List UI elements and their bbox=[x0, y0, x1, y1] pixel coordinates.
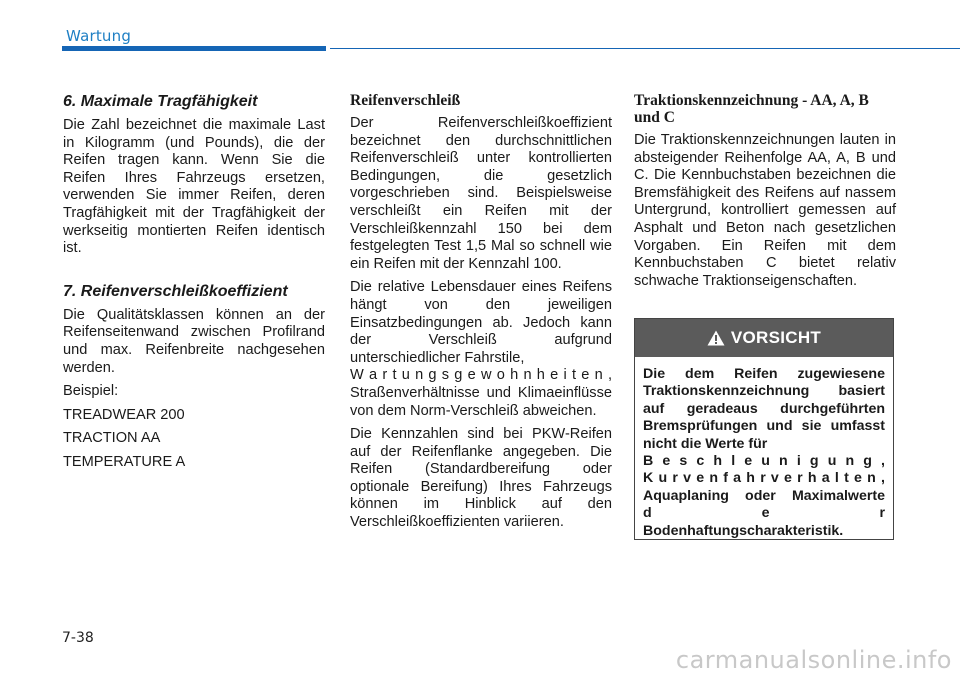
section-title: Wartung bbox=[66, 27, 132, 45]
header-rule bbox=[330, 48, 960, 49]
caution-text-a: Die dem Reifen zugewiesene Traktionskennzeichnung basiert auf geradeaus durchgeführten Bremsprüfungen und sie umfasst nicht die Werte für bbox=[643, 366, 885, 452]
warning-triangle-icon bbox=[707, 330, 725, 346]
caution-text bbox=[635, 357, 893, 540]
paragraph-tire-wear-2b: W a r t u n g s g e w o h n h e i t e n , bbox=[350, 367, 612, 384]
caution-text-c: K u r v e n f a h r v e r h a l t e n , bbox=[643, 470, 885, 487]
watermark: carmanualsonline.info bbox=[675, 646, 952, 674]
column-left bbox=[63, 92, 325, 478]
example-temperature: TEMPERATURE A bbox=[63, 453, 186, 470]
paragraph-tire-wear-2 bbox=[350, 279, 612, 367]
caution-text-b: B e s c h l e u n i g u n g , bbox=[643, 453, 885, 470]
column-right bbox=[634, 92, 896, 296]
heading-tire-wear: Reifenverschleiß bbox=[350, 92, 461, 109]
page-number: 7-38 bbox=[62, 630, 94, 646]
caution-header bbox=[635, 319, 893, 357]
paragraph-tire-wear-2a: Die relative Lebensdauer eines Reifens hängt von den jeweiligen Einsatzbedingungen ab. Jedoch kann der Verschleiß aufgrund unterschiedlicher Fahrstile, bbox=[350, 279, 612, 366]
example-label: Beispiel: bbox=[63, 383, 119, 400]
caution-title: VORSICHT bbox=[730, 328, 822, 347]
caution-text-d: Aquaplaning oder Maximalwerte bbox=[643, 487, 885, 504]
example-treadwear: TREADWEAR 200 bbox=[63, 406, 185, 423]
heading-traction: Traktionskennzeichnung - AA, A, B und C bbox=[634, 92, 869, 126]
heading-max-load: 6. Maximale Tragfähigkeit bbox=[63, 93, 258, 110]
caution-text-e: d e r bbox=[643, 505, 885, 522]
caution-box bbox=[634, 318, 894, 540]
paragraph-tire-wear-1: Der Reifenverschleißkoeffizient bezeichnet den durchschnittlichen Reifenverschleiß unter kontrollierten Bedingungen, die gesetzlich vorgeschrieben sind. Beispielsweise verschleißt ein Reifen mit der Verschleißkennzahl 150 bei dem festgelegten Test 1,5 Mal so schnell wie ein Reifen mit der Kennzahl 100. bbox=[350, 115, 612, 272]
header-rule-accent bbox=[62, 46, 326, 51]
example-traction: TRACTION AA bbox=[63, 430, 161, 447]
column-middle bbox=[350, 92, 612, 538]
paragraph-traction: Die Traktionskennzeichnungen lauten in absteigender Reihenfolge AA, A, B und C. Die Kennbuchstaben bezeichnen die Bremsfähigkeit des Reifens auf nassem Untergrund, kontrolliert gemessen auf Asphalt und Beton nach gesetzlichen Vorgaben. Ein Reifen mit dem Kennbuchstaben C bietet relativ schwache Traktionseigenschaften. bbox=[634, 132, 896, 289]
caution-text-f: Bodenhaftungscharakteristik. bbox=[643, 522, 844, 539]
paragraph-tire-wear-2c: Straßenverhältnisse und Klimaeinflüsse von dem Norm-Verschleiß abweichen. bbox=[350, 384, 612, 419]
paragraph-tire-wear-3: Die Kennzahlen sind bei PKW-Reifen auf der Reifenflanke angegeben. Die Reifen (Standardbereifung oder optionale Bereifung) Ihres Fahrzeugs können im Hinblick auf den Verschleißkoeffizienten variieren. bbox=[350, 426, 612, 531]
heading-wear-coefficient: 7. Reifenverschleißkoeffizient bbox=[63, 282, 288, 300]
paragraph-wear-coefficient: Die Qualitätsklassen können an der Reifenseitenwand zwischen Profilrand und max. Reifenbreite nachgesehen werden. bbox=[63, 306, 325, 376]
paragraph-max-load: Die Zahl bezeichnet die maximale Last in Kilogramm (und Pounds), die der Reifen tragen kann. Wenn Sie die Reifen Ihres Fahrzeugs ersetzen, verwenden Sie immer Reifen, deren Tragfähigkeit mit der Tragfähigkeit der werkseitig montierten Reifen identisch ist. bbox=[63, 117, 325, 257]
